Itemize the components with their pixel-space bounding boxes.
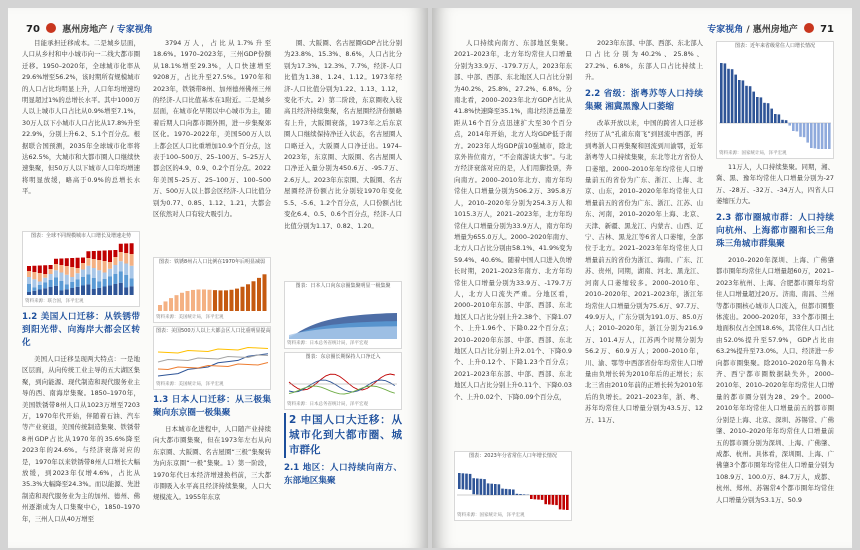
chart-bar xyxy=(230,290,234,311)
body-text: 2010–2020年深圳、上海、广佛肇都市圈年均常住人口增量超60万，2021–2023年杭州、上海、合肥都市圈年均常住人口增量超过20万。济南、南昌、兰州等都市圈核心城市人口流入，但都市圈整体流出。2000–2020年，33个都市圈土地面积仅占全国18.6%，其常住人口占比由52.0%提升至57.9%，GDP占比由63.2%提升至73.0%。人口、经济进一步向都市圈集聚。除2010–2020年乌鲁木齐、西宁都市圈数据缺失外，2000–2010年、2010–2020年年均常住人口增量的都市圈分别为28、29个。2000–2010年年均常住人口增量前五的都市圈分别是上海、北京、深圳、苏锡常、广佛肇、2010–2020年年均常住人口增量前五的都市圈分别为深圳、上海、广佛肇、成都、杭州。具体看，深圳圈、上海、广佛肇3个都市圈年均常住人口增量分别为108.9万、100.0万、84.7万人，成都、杭州、郑州、苏锡常4个都市圈年均常住人口增量分别为53.1万、50.9 xyxy=(716,256,834,504)
line-chart xyxy=(285,362,401,402)
chart-bar xyxy=(180,293,184,311)
chart-bar-segment xyxy=(54,270,58,277)
chart-bar-segment xyxy=(124,244,128,254)
section-heading-1-2: 1.2 美国人口迁移：从铁锈带到阳光带、向海岸大都会区转化 xyxy=(22,312,140,348)
chart-bar-segment xyxy=(38,266,42,274)
left-column-2 xyxy=(153,38,271,543)
chart-bar xyxy=(720,63,723,123)
chart-bar-segment xyxy=(70,282,74,288)
bar-chart xyxy=(455,461,571,513)
chart-bar-segment xyxy=(124,288,128,296)
chart-bar-segment xyxy=(32,272,36,279)
body-text: 美国人口迁移呈现两大特点：一是地区层面，从向传统工业主导的五大湖区集聚，到向能源、现代制造和现代服务业主导的西、南海岸集聚。1850–1970年，美国铁锈带8州人口从1023万增至7203万，1970年代开始，伴随着石油、汽车等产业衰退，美国传统制造集聚、铁锈带8州GDP占比从1970年的35.6%降至2023年的24.6%。与经济衰落对应的是，1970年以来铁锈带8州人口增长大幅放缓，到2023年仅增4.6%，占比从35.3%大幅降至24.3%。而以能源、先进制造和现代服务业为主的加州、德州、佛州逐渐成为人口集聚中心，1850–1970年，三州人口从40万增至 xyxy=(22,355,140,523)
figure-source: 资料来源：日本总务省统计局，泽平宏观 xyxy=(287,341,368,346)
chart-bar-segment xyxy=(103,279,107,287)
figure-city-population-growth xyxy=(22,231,140,307)
chart-bar xyxy=(158,305,162,311)
chart-bar xyxy=(465,474,468,490)
chart-bar-segment xyxy=(130,286,134,295)
chart-bar-segment xyxy=(65,289,69,295)
chart-bar-segment xyxy=(27,292,31,295)
figure-province-recent xyxy=(716,41,834,159)
chart-bar-segment xyxy=(86,275,90,285)
figure-source: 资料来源：美国统计局，泽平宏观 xyxy=(156,382,224,387)
chart-bar xyxy=(763,103,766,123)
chart-bar-segment xyxy=(97,288,101,295)
figure-source: 资料来源：国家统计局，泽平宏观 xyxy=(457,513,525,518)
chart-bar xyxy=(458,473,461,489)
chart-bar-segment xyxy=(86,251,90,258)
chart-bar-segment xyxy=(81,277,85,286)
body-text: 11万人，人口持续集聚。同期，湘、冀、黑、豫年均常住人口增量分别为-27万、-28万、-32万、-34万人，四省人口萎缩压力大。 xyxy=(716,163,834,206)
chart-bar xyxy=(219,290,223,311)
chart-bar xyxy=(562,495,565,510)
chart-bar xyxy=(169,298,173,311)
chart-bar xyxy=(796,123,799,131)
body-text: 改革开放以来，中国的跨省人口迁移经历了从“孔雀东南飞”到回流中西部，再到粤浙人口再集聚和回流到川渝鄂，近年浙粤等人口持续集聚，东北等北方省份人口萎缩。2000–2010年年均常住人口增量前五的省份为广东、浙江、上海、北京、山东，2010–2020年年均常住人口增量前五的省份为广东、浙江、江苏、山东、河南，2010–2020年上海、北京、天津、新疆、黑龙江、内蒙古、山西、辽宁、吉林、黑龙江等6省人口萎缩，全部位于北方。2021–2023年年均常住人口增量前五的省份为浙江、海南、广东、江苏、贵州，同期，湖南、河北、黑龙江、河南人口萎缩较多。2000–2010年、2010–2020年、2021–2023年，浙江年均常住人口增量分别为75.6万、97.7万、49.9万人，广东分别为191.0万、85.0万人；2010–2020年，浙江分别为216.9万、101.4万人，江苏两个时期分别为56.2万、60.9万人；2000–2010年，川、渝、鄂等中西部省份年均常住人口增量由负增长转为2010年后的正增长；东北三省由2010年前的正增长转为2010年后的负增长。2021–2023年，浙、粤、苏年均常住人口增量分别为43.5万、12万、11万、 xyxy=(585,119,703,424)
chart-bar xyxy=(555,495,558,505)
right-column-2 xyxy=(585,38,703,543)
chart-bar-segment xyxy=(70,258,74,267)
chart-bar-segment xyxy=(54,259,58,264)
chart-bar-segment xyxy=(38,282,42,286)
chart-bar xyxy=(487,483,490,495)
figure-title: 图表：铁锈8州占人口比例在1970年后明显减弱 xyxy=(159,259,265,265)
chart-bar xyxy=(252,281,256,311)
figure-title: 图表：日本人口向东京圈集聚明显一极集聚 xyxy=(295,283,391,289)
brand-logo-icon xyxy=(46,23,56,33)
chart-bar-segment xyxy=(119,283,123,295)
bar-chart xyxy=(717,51,833,151)
chart-bar xyxy=(235,289,239,311)
figure-title: 图表：全球不同规模城市人口增长及增速走势 xyxy=(30,233,131,239)
chart-bar-segment xyxy=(43,283,47,289)
chart-bar-segment xyxy=(97,260,101,270)
left-column-1 xyxy=(22,38,140,543)
chart-bar-segment xyxy=(108,262,112,269)
chart-bar-segment xyxy=(108,277,112,286)
figure-title: 图表：近年来省级常住人口增长情况 xyxy=(734,43,815,49)
left-page-number: 70 xyxy=(26,24,40,35)
chart-bar xyxy=(490,484,493,495)
chart-bar xyxy=(501,489,504,495)
chart-bar xyxy=(480,479,483,495)
chart-bar xyxy=(756,97,759,123)
chart-bar-segment xyxy=(119,252,123,261)
chart-series-line xyxy=(158,348,268,354)
chart-bar-segment xyxy=(54,286,58,295)
figure-tokyo-concentration xyxy=(284,281,402,349)
figure-source: 资料来源：国家统计局，泽平宏观 xyxy=(719,151,787,156)
chart-bar xyxy=(508,489,511,495)
chart-bar xyxy=(462,473,465,489)
chart-bar-segment xyxy=(92,289,96,295)
chart-bar xyxy=(208,290,212,311)
area-chart xyxy=(285,291,401,341)
chart-bar xyxy=(814,123,817,148)
chart-bar-segment xyxy=(27,284,31,292)
chart-bar-segment xyxy=(113,265,117,274)
left-header-section: 专家视角 xyxy=(116,25,153,35)
chart-bar xyxy=(498,484,501,495)
chart-bar xyxy=(731,69,734,123)
chart-bar xyxy=(817,123,820,149)
chart-bar-segment xyxy=(108,269,112,277)
figure-title: 图表：东京圈长期保持人口净迁入 xyxy=(305,354,381,360)
chart-bar xyxy=(752,92,755,123)
chart-bar-segment xyxy=(119,261,123,271)
left-header-brand: 惠州房地产 xyxy=(62,25,108,35)
chart-bar-segment xyxy=(86,258,90,266)
chart-bar-segment xyxy=(49,274,53,280)
chart-bar-segment xyxy=(108,250,112,262)
chart-bar-segment xyxy=(54,278,58,286)
body-text: 人口持续向南方、东部地区集聚。2021–2023年，北方年均常住人口增量分别为33.9万、-179.7万人，2023年东部、中部、西部、东北地区人口占比分别为40.2%、25.8%、27.2%、6.8%。分南北看，2000–2023年北方GDP占比从41.8%快速降至35.1%，南北经济总量差距从16个百分点迅速扩大至30个百分点，2014年开始，北方人均GDP低于南方。2023年人均GDP前10强城市，除北京外皆位南方，“不会南游谈大事”。与北方经济衰落对应的是，人们用脚投票，奔向南方。2000–2010年北方、南方年均常住人口增量分别为506.2万、395.8万人，2010–2020年分别为254.3万人和1015.3万人，2021–2023年，北方年均常住人口增量分别为33.9万人，南方年均增量为655.0万人。2000–2020年南方、北方人口占比分别由58.1%、41.9%变为59.4%、40.6%。随着中国人口进入负增长时期，2021–2023年南方、北方年均常住人口增量分别为33.9万、-179.7万人，北方人口流失严重。分地区看，2000–2010年东部、中部、西部、东北地区人口占比分别上升2.38个、下降1.07个、上升1.96个、下降0.22个百分点；2010–2020年东部、中部、西部、东北地区人口占比分别上升2.01个、下降0.9个、上升0.12个、下降1.23个百分点；2021–2023年东部、中部、西部、东北地区人口占比分别上升0.11个、下降0.03个、上升0.02个、下降0.09个百分点， xyxy=(454,39,572,401)
chart-bar-segment xyxy=(27,266,31,271)
chart-bar-segment xyxy=(43,278,47,283)
chart-bar-segment xyxy=(92,251,96,259)
chart-bar xyxy=(803,123,806,137)
chart-bar xyxy=(263,274,267,311)
chart-bar-segment xyxy=(59,265,63,273)
chart-bar xyxy=(476,479,479,495)
chart-bar xyxy=(483,479,486,495)
chart-bar-segment xyxy=(70,267,74,277)
bar-chart xyxy=(154,267,270,315)
section-heading-1-3: 1.3 日本人口迁移：从三极集聚向东京圈一极集聚 xyxy=(153,395,271,418)
chart-bar xyxy=(224,290,228,311)
chart-bar xyxy=(523,494,526,495)
chart-bar xyxy=(828,123,831,149)
chart-bar-segment xyxy=(103,273,107,280)
chart-bar xyxy=(749,86,752,123)
chart-bar xyxy=(197,289,201,311)
figure-source: 资料来源：联合国，泽平宏观 xyxy=(25,299,84,304)
chart-bar-segment xyxy=(59,273,63,282)
chart-bar xyxy=(724,63,727,123)
chart-bar-segment xyxy=(81,286,85,296)
right-column-3 xyxy=(716,38,834,543)
chart-bar xyxy=(810,123,813,148)
chart-bar xyxy=(778,114,781,123)
chart-bar xyxy=(785,120,788,123)
chart-bar xyxy=(760,97,763,123)
chart-bar-segment xyxy=(76,268,80,273)
chart-bar-segment xyxy=(65,258,69,266)
chart-bar xyxy=(246,284,250,311)
chart-bar-segment xyxy=(113,257,117,265)
figure-title: 图表：美国500万人以上大都会区人口比重明显提高 xyxy=(156,328,271,334)
chart-bar-segment xyxy=(92,259,96,268)
chart-bar-segment xyxy=(76,287,80,295)
body-text: 目能承担迁移成本。二是城乡层面，人口从乡村和中小城市向一二线大都市圈迁移。1950–2020年，全球城市化率从29.6%增至56.2%，该时期所有规模城市的人口占比均明显上升，人口年均增速均明显超过1%的总增长水平。其中1000万人以上城市人口占比从0.9%增至7.1%，30万人以下小城市人口占比从17.8%升至22.9%，分别上升6.2、5.1个百分点。根据联合国预测，2035年全球城市化率将达62.5%，大城市和大都市圈人口继续快速集聚，但50万人以下城市人口年均增速将明显放缓，略高于0.9%的总增长水平。 xyxy=(22,39,140,196)
figure-tokyo-net-migration xyxy=(284,352,402,410)
chart-bar xyxy=(537,495,540,500)
chart-bar-segment xyxy=(38,273,42,282)
chart-bar xyxy=(541,495,544,500)
chart-bar-segment xyxy=(43,274,47,278)
chart-bar xyxy=(742,80,745,123)
chart-bar xyxy=(788,123,791,126)
chart-bar xyxy=(745,86,748,123)
chart-bar xyxy=(494,484,497,495)
chart-bar xyxy=(512,490,515,496)
chart-bar xyxy=(164,301,168,311)
chart-bar-segment xyxy=(70,288,74,295)
section-heading-2-1: 2.1 地区：人口持续向南方、东部地区集聚 xyxy=(284,463,402,486)
chart-bar-segment xyxy=(27,271,31,277)
chart-bar-segment xyxy=(49,265,53,269)
chart-bar-segment xyxy=(130,279,134,287)
chart-bar xyxy=(806,123,809,143)
chart-bar-segment xyxy=(49,269,53,274)
right-page-number: 71 xyxy=(820,24,834,35)
chart-bar xyxy=(257,278,261,311)
chart-bar-segment xyxy=(108,285,112,295)
chart-bar xyxy=(548,495,551,505)
chart-bar-segment xyxy=(81,263,85,270)
chart-bar xyxy=(544,495,547,504)
chart-bar-segment xyxy=(86,266,90,275)
chart-bar xyxy=(534,495,537,499)
chart-bar xyxy=(727,69,730,123)
chart-bar xyxy=(175,295,179,311)
chart-bar-segment xyxy=(65,285,69,290)
chart-bar-segment xyxy=(27,277,31,284)
chart-bar xyxy=(202,289,206,311)
chart-bar-segment xyxy=(113,250,117,257)
body-text: 圈、大阪圈、名古屋圈GDP占比分别为23.8%、15.3%、8.6%，人口占比分别为17.3%、12.3%、7.7%，经济-人口比值为1.38、1.24、1.12。1973年经济-人口比值分别为1.22、1.13、1.12，变化不大。2）第二阶段，东京圈收入较高且经济持续集聚，名古屋圈经济份额略有上升，大阪圈衰落，1973年之后东京圈人口继续保持净迁入状态，名古屋圈人口略迁入，大阪圈人口净迁出。1974–2023年，东京圈、大阪圈、名古屋圈人口净迁入量分别为450.6万、-95.7万、2.6万人。2023年东京圈、大阪圈、名古屋圈经济份额占比分别较1970年变化5.5、-5.6、1.2个百分点，人口份额占比变化6.4、0.5、0.6个百分点，经济-人口比值分别为1.17、0.82、1.20。 xyxy=(284,39,402,230)
stacked-bar-chart xyxy=(23,241,139,299)
chart-bar xyxy=(792,123,795,131)
chart-bar-segment xyxy=(124,275,128,288)
section-heading-2-2: 2.2 省级：浙粤苏等人口持续集聚 湘冀黑豫人口萎缩 xyxy=(585,89,703,112)
chart-bar xyxy=(516,494,519,495)
figure-rustbelt-share xyxy=(153,257,271,323)
chart-bar-segment xyxy=(32,266,36,272)
chart-bar-segment xyxy=(43,265,47,274)
chart-bar xyxy=(530,495,533,499)
chart-bar-segment xyxy=(49,287,53,295)
chapter-heading-2: 2 中国人口大迁移：从城市化到大都市圈、城市群化 xyxy=(284,413,402,458)
chart-bar-segment xyxy=(97,251,101,260)
chart-bar-segment xyxy=(130,254,134,266)
chart-bar xyxy=(770,109,773,123)
chart-bar-segment xyxy=(38,285,42,290)
chart-bar-segment xyxy=(76,273,80,279)
chart-bar xyxy=(767,103,770,123)
chart-bar xyxy=(824,123,827,149)
chart-bar xyxy=(799,123,802,137)
chart-bar xyxy=(781,120,784,123)
section-heading-2-3: 2.3 都市圈城市群：人口持续向杭州、上海都市圈和长三角珠三角城市群集聚 xyxy=(716,213,834,249)
chart-bar xyxy=(559,495,562,509)
chart-bar-segment xyxy=(49,280,53,287)
chart-bar-segment xyxy=(130,266,134,279)
right-header-section: 专家视角 xyxy=(707,25,744,35)
chart-bar xyxy=(213,290,217,311)
chart-bar-segment xyxy=(38,290,42,296)
right-column-1 xyxy=(454,38,572,543)
chart-bar xyxy=(519,494,522,495)
left-page xyxy=(8,8,428,548)
right-page xyxy=(432,8,852,548)
body-text: 3794万人，占比从1.7%升至18.6%。1970–2023年，三州GDP份额从18.1%增至29.3%，人口快速增至9208万，占比升至27.5%。1970年和2023年，铁锈带8州、加州德州佛州三州的经济-人口比值基本在1附近。二是城乡层面，在城市化早期以中心城市为主，随着后期人口向都市圈外围，进一步集聚郊区化。1970–2022年，美国500万人以上都会区人口比重增加10.9个百分点，这表于100–500万、25–100万、5–25万人都会区的4.9、0.9、0.2个百分点。2022年美国5–25万、25–100万、100–500万、500万人以上都会区经济-人口比值分别为0.77、0.85、1.12、1.21，大都会区依然对人口有较大吸引力。 xyxy=(153,39,271,219)
chart-bar-segment xyxy=(81,270,85,278)
chart-bar xyxy=(472,478,475,494)
body-text: 2023年东部、中部、西部、东北部人口占比分别为40.2%、25.8%、27.2%、6.8%，东部人口占比持续上升。 xyxy=(585,39,703,82)
chart-bar-segment xyxy=(86,284,90,295)
chart-bar-segment xyxy=(43,288,47,295)
chart-bar-segment xyxy=(103,261,107,273)
chart-bar-segment xyxy=(76,258,80,268)
chart-bar xyxy=(552,495,555,505)
chart-bar-segment xyxy=(92,278,96,289)
chart-bar-segment xyxy=(113,284,117,295)
chart-bar-segment xyxy=(59,281,63,291)
left-column-3 xyxy=(284,38,402,543)
chart-bar-segment xyxy=(103,287,107,296)
chart-bar-segment xyxy=(32,288,36,291)
chart-bar-segment xyxy=(119,272,123,283)
chart-bar-segment xyxy=(92,268,96,278)
chart-bar-segment xyxy=(54,264,58,270)
chart-bar-segment xyxy=(124,264,128,276)
figure-source: 资料来源：日本总务省统计局，泽平宏观 xyxy=(287,402,368,407)
chart-bar-segment xyxy=(32,291,36,295)
chart-bar-segment xyxy=(97,270,101,281)
figure-source: 资料来源：美国统计局，泽平宏观 xyxy=(156,315,224,320)
chart-bar xyxy=(505,489,508,495)
chart-bar-segment xyxy=(59,291,63,296)
chart-bar-segment xyxy=(32,279,36,287)
chart-bar-segment xyxy=(65,275,69,285)
chart-bar xyxy=(191,290,195,311)
chart-bar xyxy=(241,287,245,311)
chart-bar xyxy=(566,495,569,510)
chart-series-line xyxy=(158,363,268,370)
chart-bar-segment xyxy=(113,274,117,284)
left-page-header: 70 惠州房地产 / 专家视角 xyxy=(26,24,153,35)
chart-series-line xyxy=(289,380,395,392)
chart-bar xyxy=(821,123,824,149)
chart-bar xyxy=(738,80,741,123)
line-chart xyxy=(154,336,270,382)
chart-area xyxy=(289,326,397,339)
chart-bar-segment xyxy=(59,259,63,266)
chart-bar-segment xyxy=(76,280,80,287)
figure-metro-share xyxy=(153,326,271,390)
chart-bar-segment xyxy=(119,244,123,252)
chart-bar-segment xyxy=(124,253,128,264)
figure-province-growth xyxy=(454,451,572,521)
right-page-header: 专家视角 / 惠州房地产 71 xyxy=(707,24,834,35)
chart-bar xyxy=(734,75,737,123)
figure-title: 图表：2023年分省常住人口年增长情况 xyxy=(469,453,557,459)
brand-logo-icon xyxy=(804,23,814,33)
chart-bar-segment xyxy=(65,266,69,275)
right-header-brand: 惠州房地产 xyxy=(752,25,798,35)
chart-bar-segment xyxy=(70,277,74,282)
chart-bar-segment xyxy=(97,282,101,288)
chart-bar-segment xyxy=(103,251,107,262)
chart-bar xyxy=(469,474,472,490)
chart-bar-segment xyxy=(81,258,85,264)
chart-bar xyxy=(774,114,777,123)
chart-bar xyxy=(186,291,190,311)
body-text: 日本城市化进程中，人口随产业持续向大都市圈集聚，但在1973年左右从向东京圈、大阪圈、名古屋圈“三极”集聚转为向东京圈“一极”集聚。1）第一阶段，1970年代日本经济增速换档前，三大都市圈吸入水平高且经济持续集聚，人口大规模流入。1955年东京 xyxy=(153,425,271,502)
chart-bar-segment xyxy=(130,243,134,254)
